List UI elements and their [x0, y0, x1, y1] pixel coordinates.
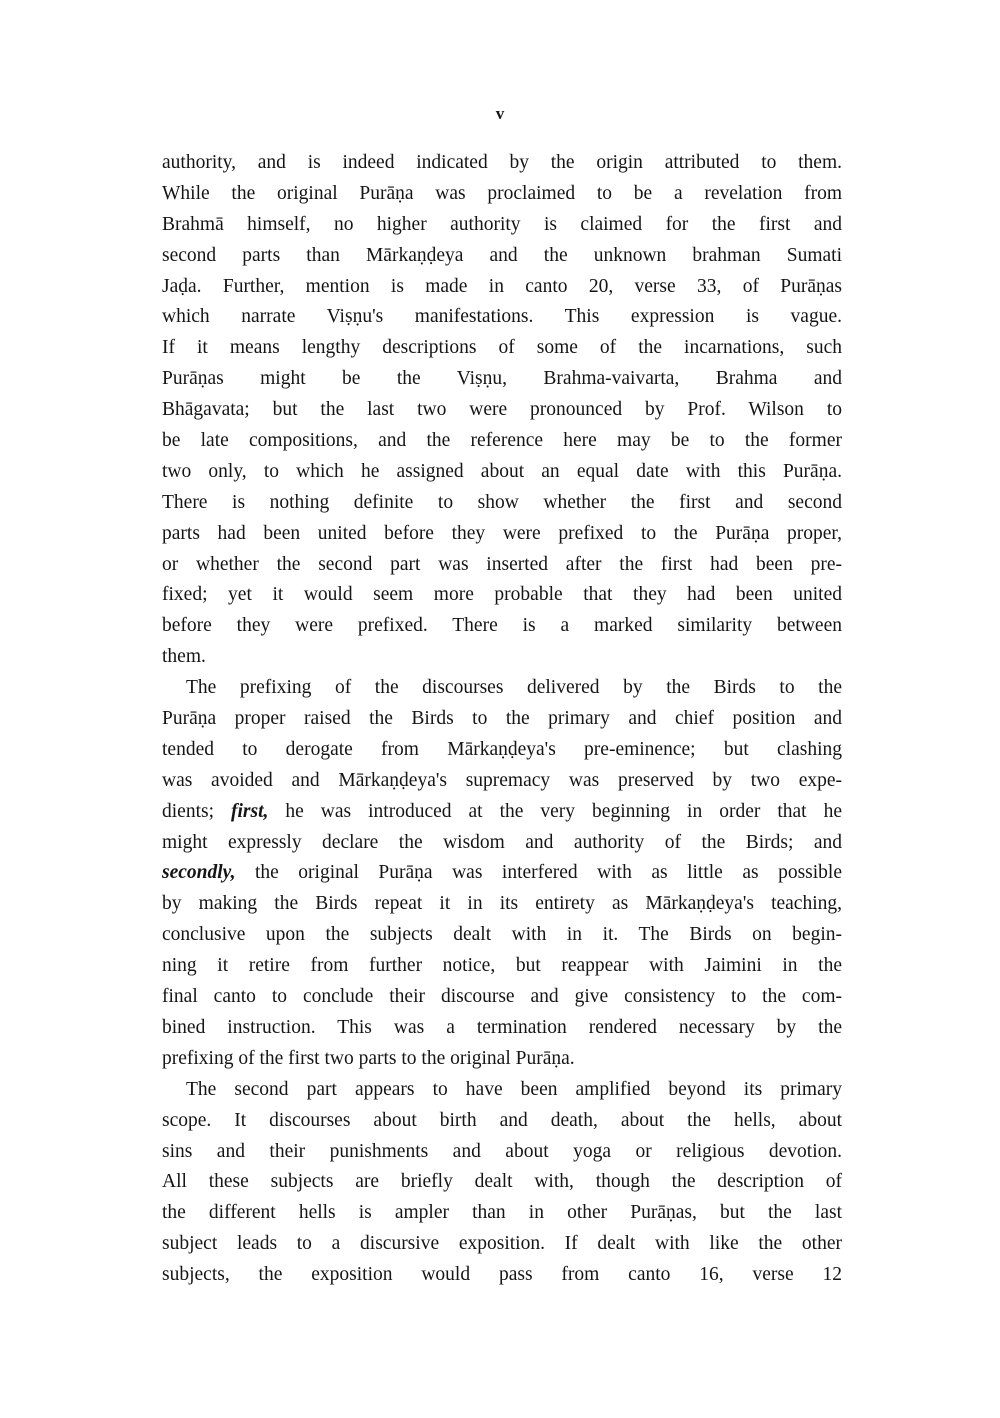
text-line: subject leads to a discursive exposition. If dealt with like the other	[162, 1233, 842, 1255]
text-line: them.	[162, 646, 206, 668]
text-line-mixed	[162, 797, 842, 828]
text-line: fixed; yet it would seem more probable that they had been united	[162, 584, 842, 606]
text-segment: the original Purāṇa was interfered with as little as possible	[254, 862, 842, 884]
text-line: scope. It discourses about birth and death, about the hells, about	[162, 1109, 842, 1131]
text-line: be late compositions, and the reference here may be to the former	[162, 430, 842, 452]
text-line: bined instruction. This was a termination rendered necessary by the	[162, 1016, 842, 1038]
text-line: tended to derogate from Mārkaṇḍeya's pre-eminence; but clashing	[162, 738, 842, 760]
text-line: might expressly declare the wisdom and authority of the Birds; and	[162, 831, 842, 853]
text-line: final canto to conclude their discourse and give consistency to the com-	[162, 986, 842, 1008]
text-line: If it means lengthy descriptions of some of the incarnations, such	[162, 337, 842, 359]
text-line: Brahmā himself, no higher authority is claimed for the first and	[162, 213, 842, 235]
text-line: by making the Birds repeat it in its entirety as Mārkaṇḍeya's teaching,	[162, 893, 842, 915]
emphasis-secondly: secondly,	[162, 862, 236, 884]
text-line: parts had been united before they were prefixed to the Purāṇa proper,	[162, 522, 842, 544]
text-line: two only, to which he assigned about an equal date with this Purāṇa.	[162, 460, 842, 482]
text-line: ning it retire from further notice, but reappear with Jaimini in the	[162, 955, 842, 977]
text-line: The prefixing of the discourses delivered by the Birds to the	[186, 677, 842, 699]
paragraph-3	[162, 1075, 842, 1291]
body-text	[162, 148, 842, 1291]
text-segment: he was introduced at the very beginning in order that he	[285, 800, 842, 822]
text-segment: dients;	[162, 800, 214, 822]
paragraph-2	[162, 673, 842, 1075]
text-line: authority, and is indeed indicated by the origin attributed to them.	[162, 152, 842, 173]
text-line: the different hells is ampler than in other Purāṇas, but the last	[162, 1202, 842, 1224]
text-line: second parts than Mārkaṇḍeya and the unknown brahman Sumati	[162, 244, 842, 266]
text-line: or whether the second part was inserted after the first had been pre-	[162, 553, 842, 575]
emphasis-first: first,	[231, 800, 269, 822]
text-line: Jaḍa. Further, mention is made in canto 20, verse 33, of Purāṇas	[162, 275, 842, 297]
text-line: before they were prefixed. There is a marked similarity between	[162, 615, 842, 637]
paragraph-1	[162, 148, 842, 673]
text-line: All these subjects are briefly dealt with, though the description of	[162, 1171, 842, 1193]
text-line: prefixing of the first two parts to the original Purāṇa.	[162, 1047, 575, 1069]
text-line-mixed	[162, 858, 842, 889]
text-line: Purāṇa proper raised the Birds to the primary and chief position and	[162, 708, 842, 730]
text-line: The second part appears to have been amplified beyond its primary	[186, 1078, 842, 1100]
text-line: Purāṇas might be the Viṣṇu, Brahma-vaivarta, Brahma and	[162, 368, 842, 390]
text-line: which narrate Viṣṇu's manifestations. This expression is vague.	[162, 306, 842, 328]
text-line: Bhāgavata; but the last two were pronounced by Prof. Wilson to	[162, 399, 842, 421]
text-line: subjects, the exposition would pass from canto 16, verse 12	[162, 1264, 842, 1286]
text-line: sins and their punishments and about yoga or religious devotion.	[162, 1140, 842, 1162]
text-line: was avoided and Mārkaṇḍeya's supremacy was preserved by two expe-	[162, 769, 842, 791]
text-line: There is nothing definite to show whether the first and second	[162, 491, 842, 513]
page-number: v	[495, 104, 505, 123]
text-line: conclusive upon the subjects dealt with in it. The Birds on begin-	[162, 924, 842, 946]
text-line: While the original Purāṇa was proclaimed to be a revelation from	[162, 182, 842, 204]
